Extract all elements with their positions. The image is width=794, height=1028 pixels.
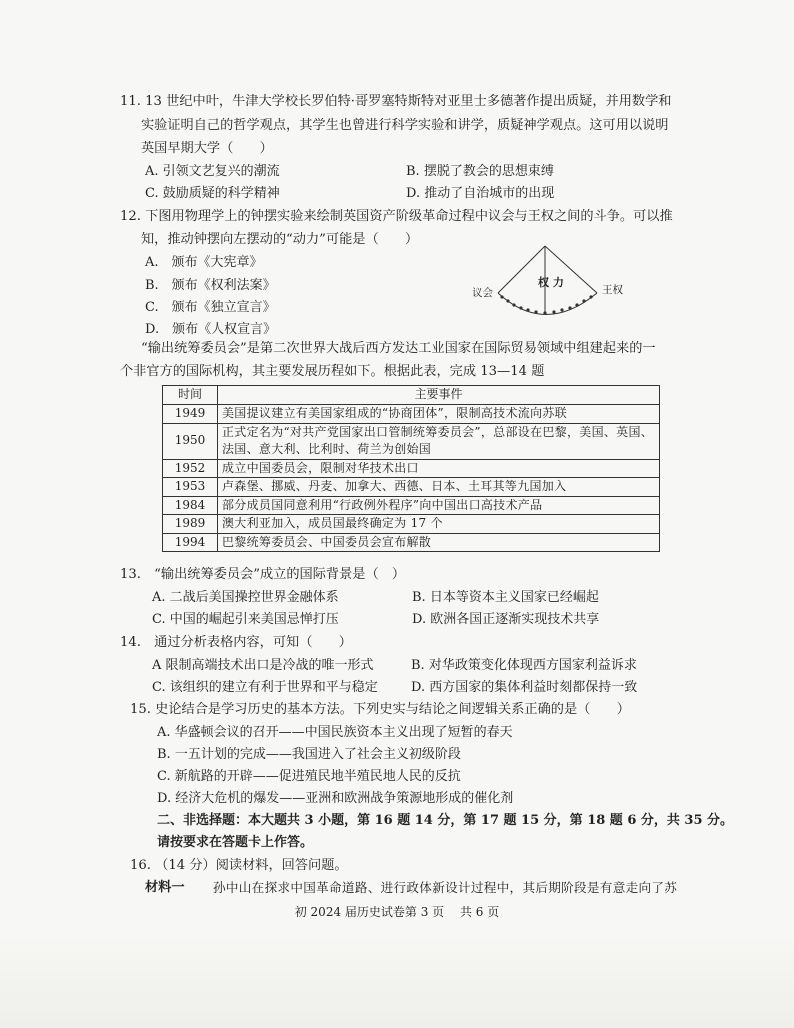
- q16-stem: 16. （14 分）阅读材料，回答问题。: [130, 858, 348, 873]
- q14-option-a: A 限制高端技术出口是冷战的唯一形式: [152, 658, 374, 673]
- table-cell-year: 1950: [163, 423, 218, 459]
- table-row: [163, 515, 660, 534]
- diagram-label-crown: 王权: [602, 284, 623, 296]
- diagram-label-power: 权 力: [538, 276, 564, 289]
- table-cell-event: 澳大利亚加入，成员国最终确定为 17 个: [218, 515, 660, 534]
- pendulum-diagram: [466, 240, 636, 332]
- q11-option-c: C. 鼓励质疑的科学精神: [145, 186, 280, 201]
- q14-option-d: D. 西方国家的集体利益时刻都保持一致: [411, 680, 638, 695]
- q13-option-c: C. 中国的崛起引来美国忌惮打压: [152, 612, 339, 627]
- q14-option-b: B. 对华政策变化体现西方国家利益诉求: [411, 658, 637, 673]
- table-row: [163, 533, 660, 552]
- table-cell-year: 1984: [163, 496, 218, 515]
- q13-stem: 13. “输出统筹委员会”成立的国际背景是（ ）: [120, 567, 406, 582]
- table-cell-event: 部分成员国同意利用“行政例外程序”向中国出口高技术产品: [218, 496, 660, 515]
- bottom-margin: [0, 935, 794, 1028]
- pendulum-arc: [498, 293, 597, 315]
- q15-option-b: B. 一五计划的完成——我国进入了社会主义初级阶段: [157, 747, 461, 762]
- table-cell-event: 巴黎统筹委员会、中国委员会宣布解散: [218, 533, 660, 552]
- q12-option-d: D. 颁布《人权宣言》: [145, 322, 277, 337]
- page-footer: 初 2024 届历史试卷第 3 页 共 6 页: [294, 905, 500, 919]
- section2-heading-line1: 二、非选择题：本大题共 3 小题，第 16 题 14 分，第 17 题 15 分，第 18 题 6 分，共 35 分。: [157, 813, 734, 828]
- table-cell-event: 成立中国委员会，限制对华技术出口: [218, 459, 660, 478]
- q15-stem: 15. 史论结合是学习历史的基本方法。下列史实与结论之间逻辑关系正确的是（ ）: [130, 702, 630, 717]
- table-row: [163, 496, 660, 515]
- table-header-event: 主要事件: [218, 386, 660, 405]
- q13-option-b: B. 日本等资本主义国家已经崛起: [412, 590, 599, 605]
- table-cell-event: 正式定名为“对共产党国家出口管制统筹委员会”，总部设在巴黎，美国、英国、法国、意大利、比利时、荷兰为创始国: [218, 423, 660, 459]
- q16-material-label: 材料一: [145, 880, 185, 895]
- q14-option-c: C. 该组织的建立有利于世界和平与稳定: [152, 680, 378, 695]
- q11-option-b: B. 摆脱了教会的思想束缚: [406, 164, 554, 179]
- q11-stem-line2: 实验证明自己的哲学观点，其学生也曾进行科学实验和讲学，质疑神学观点。这可用以说明: [141, 118, 669, 133]
- section2-heading-line2: 请按要求在答题卡上作答。: [157, 835, 314, 850]
- q12-option-a: A. 颁布《大宪章》: [145, 255, 263, 270]
- q11-stem-line1: 11. 13 世纪中叶，牛津大学校长罗伯特·哥罗塞特斯特对亚里士多德著作提出质疑，并用数学和: [120, 94, 672, 109]
- diagram-label-parliament: 议会: [472, 287, 493, 299]
- table-row: [163, 405, 660, 424]
- table-cell-year: 1994: [163, 533, 218, 552]
- q11-option-a: A. 引领文艺复兴的潮流: [145, 164, 280, 179]
- q12-stem-line1: 12. 下图用物理学上的钟摆实验来绘制英国资产阶级革命过程中议会与王权之间的斗争。可以推: [120, 209, 673, 224]
- table-header-time: 时间: [163, 386, 218, 405]
- table-row: [163, 459, 660, 478]
- table-header-row: [163, 386, 660, 405]
- q15-option-d: D. 经济大危机的爆发——亚洲和欧洲战争策源地形成的催化剂: [157, 791, 514, 806]
- q11-stem-line3: 英国早期大学（ ）: [141, 141, 273, 156]
- events-table: [162, 385, 660, 552]
- q11-option-d: D. 推动了自治城市的出现: [406, 186, 555, 201]
- table-cell-year: 1952: [163, 459, 218, 478]
- table-row: [163, 478, 660, 497]
- table-cell-year: 1949: [163, 405, 218, 424]
- q15-option-c: C. 新航路的开辟——促进殖民地半殖民地人民的反抗: [157, 769, 461, 784]
- q14-stem: 14. 通过分析表格内容，可知（ ）: [120, 635, 352, 650]
- intro-line2: 个非官方的国际机构，其主要发展历程如下。根据此表，完成 13—14 题: [120, 364, 545, 379]
- table-cell-year: 1989: [163, 515, 218, 534]
- q12-option-c: C. 颁布《独立宣言》: [145, 300, 276, 315]
- q12-stem-line2: 知，推动钟摆向左摆动的“动力”可能是（ ）: [141, 232, 419, 247]
- q13-option-a: A. 二战后美国操控世界金融体系: [152, 590, 339, 605]
- q13-option-d: D. 欧洲各国正逐渐实现技术共享: [412, 612, 600, 627]
- table-cell-event: 美国提议建立有美国家组成的“协商团体”，限制高技术流向苏联: [218, 405, 660, 424]
- table-cell-year: 1953: [163, 478, 218, 497]
- table-row: [163, 423, 660, 459]
- intro-line1: “输出统筹委员会”是第二次世界大战后西方发达工业国家在国际贸易领域中组建起来的一: [141, 341, 656, 356]
- q15-option-a: A. 华盛顿会议的召开——中国民族资本主义出现了短暂的春天: [157, 725, 513, 740]
- q16-material-text: 孙中山在探求中国革命道路、进行政体新设计过程中，其后期阶段是有意走向了苏: [213, 880, 678, 895]
- table-cell-event: 卢森堡、挪威、丹麦、加拿大、西德、日本、土耳其等九国加入: [218, 478, 660, 497]
- q12-option-b: B. 颁布《权利法案》: [145, 278, 276, 293]
